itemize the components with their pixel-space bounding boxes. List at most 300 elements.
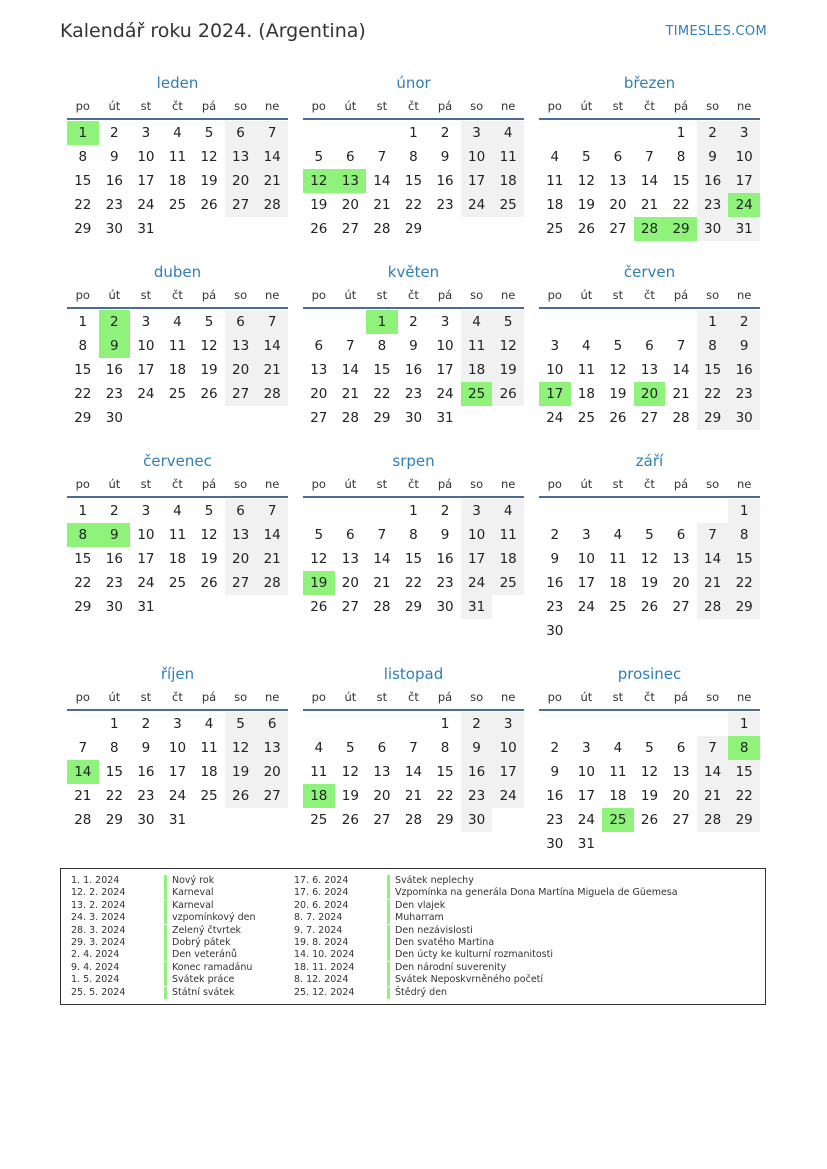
day-cell: 27 — [609, 221, 627, 237]
day-cell: 2 — [697, 121, 729, 145]
weekday-label: čt — [408, 288, 419, 302]
day-cell: 15 — [404, 551, 423, 567]
legend-marker — [164, 900, 167, 912]
day-cell: 22 — [74, 197, 92, 213]
weekday-label: so — [470, 99, 484, 113]
weekday-label: pá — [201, 690, 217, 704]
month-calendar — [539, 259, 760, 430]
weekday-label: st — [140, 477, 152, 491]
day-cell: 16 — [436, 173, 454, 189]
day-cell: 14 — [256, 145, 288, 169]
legend-holiday-name: Dobrý pátek — [172, 936, 231, 948]
legend-date: 17. 6. 2024 — [294, 887, 349, 899]
legend-holiday-name: Karneval — [172, 887, 214, 899]
day-cell: 24 — [461, 571, 493, 595]
weekday-label: čt — [172, 477, 183, 491]
month-name: září — [635, 452, 664, 470]
day-cell: 16 — [105, 362, 123, 378]
day-cell: 1 — [728, 499, 760, 523]
day-cell: 18 — [609, 575, 627, 591]
day-cell: 28 — [697, 595, 729, 619]
weekday-label: čt — [644, 477, 655, 491]
day-cell: 13 — [672, 551, 690, 567]
weekday-label: st — [376, 288, 388, 302]
day-cell: 7 — [676, 338, 686, 354]
day-cell: 22 — [697, 382, 729, 406]
day-cell: 3 — [141, 503, 151, 519]
day-cell: 8 — [377, 338, 387, 354]
weekday-label: pá — [673, 99, 689, 113]
legend-item — [71, 987, 256, 999]
day-cell: 5 — [492, 310, 524, 334]
weekday-label: čt — [172, 690, 183, 704]
empty-cell — [665, 310, 697, 334]
day-cell: 22 — [105, 788, 123, 804]
day-grid — [303, 310, 524, 430]
weekday-header — [67, 285, 288, 309]
weekday-label: pá — [201, 477, 217, 491]
empty-cell — [634, 712, 666, 736]
weekday-label: pá — [437, 288, 453, 302]
day-cell: 9 — [728, 334, 760, 358]
holiday-day-cell: 25 — [602, 808, 634, 832]
day-cell: 22 — [436, 788, 454, 804]
site-link[interactable]: TIMESLES.COM — [665, 24, 767, 39]
holiday-day-cell: 9 — [99, 523, 131, 547]
day-cell: 28 — [373, 599, 391, 615]
weekday-label: čt — [408, 99, 419, 113]
day-cell: 17 — [168, 764, 187, 780]
day-cell: 2 — [728, 310, 760, 334]
weekday-label: po — [547, 477, 562, 491]
empty-cell — [602, 121, 634, 145]
day-cell: 9 — [550, 764, 560, 780]
day-cell: 7 — [697, 736, 729, 760]
month-calendar — [303, 661, 524, 832]
day-cell: 2 — [550, 740, 560, 756]
weekday-label: pá — [437, 477, 453, 491]
day-cell: 27 — [672, 812, 690, 828]
day-cell: 21 — [373, 575, 391, 591]
day-cell: 11 — [492, 523, 524, 547]
month-name: únor — [396, 74, 431, 92]
legend-holiday-name: Vzpomínka na generála Dona Martína Miguela de Güemesa — [395, 887, 678, 899]
day-cell: 4 — [550, 149, 560, 165]
day-cell: 20 — [225, 169, 257, 193]
day-cell: 16 — [546, 788, 564, 804]
day-cell: 20 — [341, 197, 359, 213]
day-cell: 10 — [461, 145, 493, 169]
legend-item — [294, 875, 678, 887]
empty-cell — [602, 310, 634, 334]
day-cell: 18 — [168, 551, 187, 567]
day-cell: 28 — [697, 808, 729, 832]
day-cell: 11 — [310, 764, 328, 780]
legend-holiday-name: Den úcty ke kulturní rozmanitosti — [395, 949, 553, 961]
empty-cell — [67, 712, 99, 736]
weekday-label: pá — [201, 99, 217, 113]
legend-date: 28. 3. 2024 — [71, 924, 126, 936]
day-cell: 6 — [225, 310, 257, 334]
day-cell: 2 — [550, 527, 560, 543]
day-cell: 10 — [436, 338, 454, 354]
day-cell: 7 — [78, 740, 88, 756]
legend-marker — [387, 949, 390, 961]
day-cell: 28 — [74, 812, 92, 828]
day-cell: 8 — [697, 334, 729, 358]
day-cell: 29 — [728, 808, 760, 832]
day-cell: 11 — [168, 149, 187, 165]
weekday-label: so — [234, 690, 248, 704]
day-cell: 26 — [640, 599, 659, 615]
day-cell: 22 — [74, 575, 92, 591]
day-cell: 10 — [137, 338, 155, 354]
legend-marker — [164, 875, 167, 887]
day-cell: 20 — [672, 788, 690, 804]
legend-marker — [387, 875, 390, 887]
month-calendar — [303, 70, 524, 241]
day-cell: 24 — [577, 812, 595, 828]
legend-marker — [387, 987, 390, 999]
legend-item — [71, 900, 256, 912]
weekday-label: út — [580, 690, 593, 704]
legend-marker — [387, 925, 390, 937]
legend-date: 20. 6. 2024 — [294, 899, 349, 911]
empty-cell — [335, 712, 367, 736]
legend-date: 9. 7. 2024 — [294, 924, 343, 936]
day-cell: 23 — [436, 197, 454, 213]
day-cell: 18 — [168, 173, 187, 189]
day-cell: 13 — [341, 551, 359, 567]
legend-holiday-name: Den nezávislosti — [395, 924, 473, 936]
weekday-label: so — [706, 477, 720, 491]
weekday-label: po — [75, 477, 90, 491]
day-cell: 26 — [200, 386, 218, 402]
day-cell: 31 — [137, 599, 155, 615]
empty-cell — [539, 121, 571, 145]
day-grid — [67, 121, 288, 241]
day-cell: 25 — [546, 221, 564, 237]
legend-marker — [164, 937, 167, 949]
day-cell: 2 — [440, 503, 450, 519]
day-cell: 6 — [314, 338, 324, 354]
day-cell: 11 — [577, 362, 595, 378]
month-calendar — [539, 448, 760, 643]
weekday-header — [539, 687, 760, 711]
legend-holiday-name: Svátek práce — [172, 974, 235, 986]
day-cell: 21 — [672, 386, 690, 402]
day-cell: 5 — [582, 149, 591, 165]
day-cell: 30 — [461, 808, 493, 832]
day-cell: 10 — [137, 527, 155, 543]
day-cell: 31 — [137, 221, 155, 237]
legend-item — [294, 949, 678, 961]
day-cell: 26 — [577, 221, 595, 237]
empty-cell — [634, 499, 666, 523]
empty-cell — [665, 712, 697, 736]
day-cell: 21 — [74, 788, 92, 804]
day-cell: 22 — [404, 575, 423, 591]
legend-item — [294, 887, 678, 899]
legend-item — [294, 912, 678, 924]
day-cell: 18 — [492, 169, 524, 193]
day-cell: 5 — [204, 125, 214, 141]
day-cell: 19 — [492, 358, 524, 382]
legend-date: 9. 4. 2024 — [71, 961, 120, 973]
legend-item — [71, 962, 256, 974]
day-cell: 2 — [141, 716, 151, 732]
weekday-label: so — [706, 690, 720, 704]
day-cell: 25 — [492, 193, 524, 217]
day-cell: 5 — [645, 740, 654, 756]
legend-holiday-name: Nový rok — [172, 875, 215, 886]
day-cell: 2 — [110, 503, 119, 519]
day-cell: 26 — [341, 812, 359, 828]
day-cell: 7 — [346, 338, 355, 354]
day-cell: 23 — [546, 812, 564, 828]
day-cell: 3 — [440, 314, 450, 330]
day-cell: 20 — [609, 197, 627, 213]
weekday-label: pá — [437, 99, 453, 113]
day-cell: 1 — [78, 503, 88, 519]
legend-item — [71, 949, 256, 961]
day-cell: 19 — [609, 386, 627, 402]
day-cell: 14 — [404, 764, 423, 780]
weekday-label: st — [140, 690, 152, 704]
day-cell: 20 — [225, 358, 257, 382]
day-cell: 13 — [256, 736, 288, 760]
day-cell: 22 — [672, 197, 690, 213]
legend-holiday-name: Den svatého Martina — [395, 936, 495, 948]
month-name: duben — [153, 263, 202, 281]
day-grid — [303, 712, 524, 832]
day-cell: 26 — [609, 410, 627, 426]
day-grid — [539, 499, 760, 643]
weekday-label: čt — [644, 288, 655, 302]
weekday-label: út — [108, 288, 121, 302]
day-cell: 24 — [137, 575, 155, 591]
day-cell: 4 — [613, 740, 623, 756]
weekday-label: ne — [500, 477, 516, 491]
day-cell: 20 — [310, 386, 328, 402]
day-cell: 30 — [436, 599, 454, 615]
day-cell: 9 — [697, 145, 729, 169]
day-cell: 19 — [200, 362, 218, 378]
day-cell: 11 — [168, 338, 187, 354]
day-cell: 3 — [582, 740, 591, 756]
month-calendar — [303, 448, 524, 619]
day-cell: 1 — [728, 712, 760, 736]
day-cell: 13 — [225, 334, 257, 358]
day-cell: 17 — [461, 547, 493, 571]
day-cell: 27 — [341, 599, 359, 615]
empty-cell — [539, 712, 571, 736]
weekday-label: ne — [500, 99, 516, 113]
weekday-header — [303, 687, 524, 711]
empty-cell — [398, 712, 430, 736]
empty-cell — [366, 712, 398, 736]
day-grid — [67, 499, 288, 619]
weekday-header — [303, 285, 524, 309]
day-cell: 24 — [461, 193, 493, 217]
weekday-label: po — [311, 477, 326, 491]
day-cell: 27 — [225, 571, 257, 595]
day-cell: 5 — [346, 740, 355, 756]
day-cell: 8 — [676, 149, 686, 165]
day-cell: 28 — [341, 410, 359, 426]
day-cell: 27 — [373, 812, 391, 828]
day-cell: 31 — [168, 812, 187, 828]
day-cell: 12 — [200, 527, 218, 543]
day-cell: 7 — [645, 149, 654, 165]
legend-holiday-name: Muharram — [395, 912, 444, 924]
legend-marker — [164, 949, 167, 961]
weekday-label: so — [706, 99, 720, 113]
day-cell: 9 — [110, 149, 119, 165]
day-cell: 24 — [137, 197, 155, 213]
day-cell: 18 — [577, 386, 595, 402]
day-cell: 21 — [256, 547, 288, 571]
day-cell: 25 — [168, 575, 187, 591]
day-cell: 3 — [492, 712, 524, 736]
day-cell: 26 — [310, 599, 328, 615]
empty-cell — [335, 499, 367, 523]
day-cell: 15 — [105, 764, 123, 780]
day-cell: 3 — [728, 121, 760, 145]
weekday-label: út — [344, 477, 357, 491]
day-cell: 3 — [461, 499, 493, 523]
day-cell: 11 — [461, 334, 493, 358]
holiday-day-cell: 20 — [634, 382, 666, 406]
day-cell: 16 — [105, 173, 123, 189]
day-cell: 4 — [492, 499, 524, 523]
day-cell: 29 — [373, 410, 391, 426]
day-cell: 17 — [137, 362, 155, 378]
legend-date: 13. 2. 2024 — [71, 899, 126, 911]
day-cell: 28 — [672, 410, 690, 426]
day-cell: 8 — [440, 740, 450, 756]
empty-cell — [303, 712, 335, 736]
legend-holiday-name: Den národní suverenity — [395, 961, 507, 973]
day-cell: 6 — [346, 527, 355, 543]
day-cell: 8 — [78, 338, 88, 354]
day-cell: 11 — [200, 740, 218, 756]
day-cell: 24 — [546, 410, 564, 426]
day-grid — [539, 121, 760, 241]
month-name: říjen — [160, 665, 195, 683]
day-cell: 19 — [225, 760, 257, 784]
day-cell: 15 — [74, 362, 92, 378]
day-cell: 6 — [613, 149, 623, 165]
day-cell: 3 — [582, 527, 591, 543]
day-cell: 3 — [461, 121, 493, 145]
day-cell: 2 — [110, 125, 119, 141]
day-cell: 31 — [728, 217, 760, 241]
day-cell: 5 — [314, 527, 324, 543]
day-cell: 14 — [256, 523, 288, 547]
weekday-label: čt — [644, 99, 655, 113]
day-cell: 4 — [173, 125, 182, 141]
day-cell: 20 — [672, 575, 690, 591]
month-name: březen — [623, 74, 676, 92]
legend-item — [71, 925, 256, 937]
legend-item — [71, 875, 256, 887]
weekday-header — [303, 96, 524, 120]
day-cell: 28 — [404, 812, 423, 828]
weekday-label: so — [234, 477, 248, 491]
day-cell: 17 — [728, 169, 760, 193]
month-name: srpen — [392, 452, 435, 470]
weekday-label: st — [376, 477, 388, 491]
empty-cell — [539, 310, 571, 334]
day-cell: 10 — [577, 764, 595, 780]
holiday-day-cell: 12 — [303, 169, 335, 193]
day-cell: 19 — [577, 197, 595, 213]
day-cell: 21 — [697, 784, 729, 808]
day-cell: 3 — [173, 716, 182, 732]
weekday-label: čt — [644, 690, 655, 704]
empty-cell — [697, 499, 729, 523]
weekday-label: st — [612, 477, 624, 491]
day-cell: 11 — [609, 551, 627, 567]
empty-cell — [571, 712, 603, 736]
empty-cell — [303, 121, 335, 145]
day-cell: 1 — [78, 314, 88, 330]
weekday-label: út — [108, 477, 121, 491]
weekday-label: ne — [264, 99, 280, 113]
weekday-header — [303, 474, 524, 498]
weekday-label: po — [75, 690, 90, 704]
day-cell: 11 — [492, 145, 524, 169]
day-cell: 12 — [492, 334, 524, 358]
day-cell: 22 — [728, 784, 760, 808]
day-grid — [67, 712, 288, 832]
day-cell: 26 — [200, 197, 218, 213]
legend-holiday-name: Den veteránů — [172, 949, 238, 961]
day-cell: 14 — [373, 551, 391, 567]
day-cell: 6 — [645, 338, 654, 354]
empty-cell — [602, 712, 634, 736]
day-cell: 12 — [341, 764, 359, 780]
day-cell: 15 — [728, 760, 760, 784]
weekday-label: út — [580, 99, 593, 113]
empty-cell — [602, 499, 634, 523]
day-cell: 12 — [640, 551, 659, 567]
day-cell: 16 — [728, 358, 760, 382]
legend-item — [71, 912, 256, 924]
day-cell: 3 — [141, 314, 151, 330]
day-cell: 26 — [200, 575, 218, 591]
day-cell: 23 — [461, 784, 493, 808]
day-cell: 16 — [105, 551, 123, 567]
weekday-label: pá — [673, 477, 689, 491]
day-cell: 5 — [314, 149, 324, 165]
day-cell: 11 — [546, 173, 564, 189]
holiday-legend — [60, 868, 766, 1005]
day-cell: 4 — [492, 121, 524, 145]
day-cell: 10 — [546, 362, 564, 378]
weekday-header — [539, 474, 760, 498]
day-cell: 2 — [461, 712, 493, 736]
day-cell: 18 — [546, 197, 564, 213]
empty-cell — [335, 310, 367, 334]
weekday-label: ne — [736, 690, 752, 704]
holiday-day-cell: 28 — [634, 217, 666, 241]
day-cell: 30 — [728, 406, 760, 430]
legend-marker — [164, 912, 167, 924]
weekday-label: so — [234, 99, 248, 113]
weekday-label: ne — [500, 690, 516, 704]
